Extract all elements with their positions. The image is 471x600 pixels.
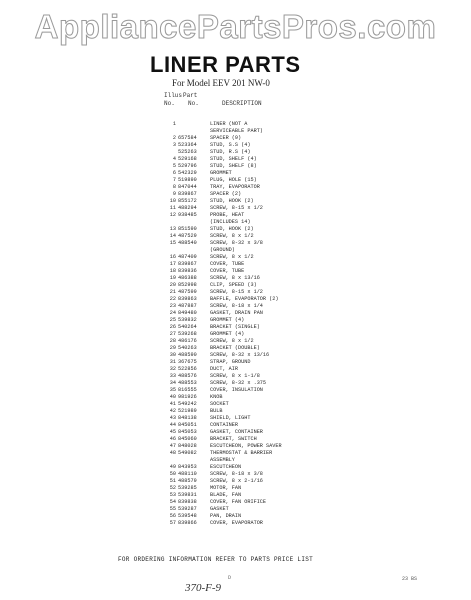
part-description: CONTAINER xyxy=(210,422,239,428)
column-header-part: Part xyxy=(183,92,198,99)
part-description: SCREW, 8-32 x 13/16 xyxy=(210,352,270,358)
illus-number: 5 xyxy=(172,163,176,169)
illus-number: 20 xyxy=(169,282,176,288)
part-number: 539287 xyxy=(178,506,197,512)
illus-number: 44 xyxy=(169,422,176,428)
illus-number: 22 xyxy=(169,296,176,302)
parts-row xyxy=(162,450,360,457)
part-description: STUD, SHELF (4) xyxy=(210,156,257,162)
illus-number: 3 xyxy=(172,142,176,148)
part-number: 848028 xyxy=(178,443,197,449)
part-number: 525263 xyxy=(178,149,197,155)
parts-row xyxy=(162,485,360,492)
parts-row xyxy=(162,254,360,261)
part-number: 839838 xyxy=(178,499,197,505)
part-description: KNOB xyxy=(210,394,223,400)
parts-row xyxy=(162,380,360,387)
part-number: 839867 xyxy=(178,261,197,267)
illus-number: 19 xyxy=(169,275,176,281)
parts-row xyxy=(162,422,360,429)
illus-number: 51 xyxy=(169,478,176,484)
parts-row xyxy=(162,478,360,485)
parts-row xyxy=(162,170,360,177)
illus-number: 31 xyxy=(169,359,176,365)
illus-number: 18 xyxy=(169,268,176,274)
part-number: 848138 xyxy=(178,415,197,421)
illus-number: 33 xyxy=(169,373,176,379)
part-number: 540264 xyxy=(178,324,197,330)
illus-number: 41 xyxy=(169,401,176,407)
part-description: GASKET, CONTAINER xyxy=(210,429,263,435)
illus-number: 11 xyxy=(169,205,176,211)
illus-number: 55 xyxy=(169,506,176,512)
part-number: 938485 xyxy=(178,212,197,218)
part-number: 839863 xyxy=(178,296,197,302)
column-header-description: DESCRIPTION xyxy=(222,100,262,107)
part-description: MOTOR, FAN xyxy=(210,485,242,491)
parts-list xyxy=(162,121,360,527)
page-number-mark: 370-F-9 xyxy=(185,582,222,594)
parts-row xyxy=(162,366,360,373)
parts-row xyxy=(162,212,360,219)
illus-number: 48 xyxy=(169,450,176,456)
parts-row xyxy=(162,226,360,233)
illus-number: 53 xyxy=(169,492,176,498)
part-description: SERVICEABLE PART) xyxy=(210,128,263,134)
tiny-mark: D xyxy=(228,575,232,581)
part-number: 657584 xyxy=(178,135,197,141)
parts-row xyxy=(162,142,360,149)
illus-number: 57 xyxy=(169,520,176,526)
part-description: SCREW, 8-18 x 3/8 xyxy=(210,471,263,477)
illus-number: 46 xyxy=(169,436,176,442)
part-number: 488540 xyxy=(178,240,197,246)
part-number: 539832 xyxy=(178,317,197,323)
parts-row xyxy=(162,387,360,394)
parts-row xyxy=(162,219,360,226)
illus-number: 26 xyxy=(169,324,176,330)
illus-number: 29 xyxy=(169,345,176,351)
part-number: 539285 xyxy=(178,485,197,491)
part-number: 488110 xyxy=(178,471,197,477)
parts-row xyxy=(162,338,360,345)
illus-number: 32 xyxy=(169,366,176,372)
part-description: STUD, HOOK (2) xyxy=(210,198,254,204)
parts-row xyxy=(162,177,360,184)
parts-row xyxy=(162,492,360,499)
part-description: COVER, INSULATION xyxy=(210,387,263,393)
part-description: STUD, HOOK (2) xyxy=(210,226,254,232)
illus-number: 47 xyxy=(169,443,176,449)
part-description: SPACER (9) xyxy=(210,135,242,141)
part-number: 839836 xyxy=(178,268,197,274)
illus-number: 54 xyxy=(169,499,176,505)
part-number: 542329 xyxy=(178,170,197,176)
part-number: 845053 xyxy=(178,429,197,435)
parts-row xyxy=(162,429,360,436)
parts-row xyxy=(162,443,360,450)
part-number: 845060 xyxy=(178,436,197,442)
part-description: THERMOSTAT & BARRIER xyxy=(210,450,273,456)
part-description: STUD, R.S (4) xyxy=(210,149,251,155)
illus-number: 42 xyxy=(169,408,176,414)
part-description: SCREW, 8 x 2-1/16 xyxy=(210,478,263,484)
part-description: BRACKET, SWITCH xyxy=(210,436,257,442)
part-number: 488576 xyxy=(178,373,197,379)
part-number: 847044 xyxy=(178,184,197,190)
illus-number: 21 xyxy=(169,289,176,295)
illus-number: 14 xyxy=(169,233,176,239)
part-description: PROBE, HEAT xyxy=(210,212,245,218)
ordering-note: FOR ORDERING INFORMATION REFER TO PARTS PRICE LIST xyxy=(118,556,314,563)
illus-number: 12 xyxy=(169,212,176,218)
part-number: 851590 xyxy=(178,226,197,232)
part-description: PAN, DRAIN xyxy=(210,513,242,519)
illus-number xyxy=(162,247,178,254)
part-description: ESCUTCHEON, POWER SAVER xyxy=(210,443,282,449)
parts-row xyxy=(162,317,360,324)
parts-row xyxy=(162,520,360,527)
illus-number xyxy=(162,219,178,226)
parts-row xyxy=(162,506,360,513)
illus-number: 28 xyxy=(169,338,176,344)
parts-row xyxy=(162,191,360,198)
illus-number: 9 xyxy=(172,191,176,197)
part-number: 523364 xyxy=(178,142,197,148)
part-description: STUD, SHELF (8) xyxy=(210,163,257,169)
illus-number: 43 xyxy=(169,415,176,421)
part-number: 519890 xyxy=(178,177,197,183)
part-description: SPACER (2) xyxy=(210,191,242,197)
parts-row xyxy=(162,394,360,401)
part-number: 488553 xyxy=(178,380,197,386)
parts-row xyxy=(162,184,360,191)
parts-row xyxy=(162,275,360,282)
illus-number: 40 xyxy=(169,394,176,400)
parts-row xyxy=(162,121,360,128)
illus-number: 16 xyxy=(169,254,176,260)
column-header-no-part: No. xyxy=(188,100,199,107)
part-description: BAFFLE, EVAPORATOR (2) xyxy=(210,296,279,302)
parts-row xyxy=(162,163,360,170)
parts-row xyxy=(162,457,360,464)
illus-number: 50 xyxy=(169,471,176,477)
parts-row xyxy=(162,198,360,205)
part-description: BULB xyxy=(210,408,223,414)
part-description: (INCLUDES 14) xyxy=(210,219,251,225)
parts-row xyxy=(162,135,360,142)
parts-row xyxy=(162,303,360,310)
illus-number: 10 xyxy=(169,198,176,204)
part-description: SCREW, 8 x 1/2 xyxy=(210,233,254,239)
part-number: 839867 xyxy=(178,191,197,197)
part-description: COVER, EVAPORATOR xyxy=(210,520,263,526)
part-number: 486388 xyxy=(178,275,197,281)
parts-row xyxy=(162,324,360,331)
part-description: SCREW, 8-18 x 1/4 xyxy=(210,303,263,309)
parts-row xyxy=(162,499,360,506)
part-number: 521989 xyxy=(178,408,197,414)
parts-row xyxy=(162,240,360,247)
part-number: 539831 xyxy=(178,492,197,498)
illus-number: 52 xyxy=(169,485,176,491)
illus-number xyxy=(162,128,178,135)
part-description: SCREW, 8-15 x 1/2 xyxy=(210,289,263,295)
parts-row xyxy=(162,359,360,366)
illus-number xyxy=(162,457,178,464)
part-number: 981926 xyxy=(178,394,197,400)
part-number: 849480 xyxy=(178,310,197,316)
illus-number: 27 xyxy=(169,331,176,337)
watermark-text: AppliancePartsPros.com xyxy=(34,8,437,45)
illus-number: 34 xyxy=(169,380,176,386)
column-header-no-illus: No. xyxy=(164,100,175,107)
part-number: 852998 xyxy=(178,282,197,288)
parts-row xyxy=(162,352,360,359)
part-description: SCREW, 8-32 x 3/8 xyxy=(210,240,263,246)
part-description: ASSEMBLY xyxy=(210,457,235,463)
part-number: 486176 xyxy=(178,338,197,344)
illus-number: 7 xyxy=(172,177,176,183)
part-number: 816555 xyxy=(178,387,197,393)
illus-number: 4 xyxy=(172,156,176,162)
illus-number: 56 xyxy=(169,513,176,519)
part-number: 539548 xyxy=(178,513,197,519)
part-description: GASKET xyxy=(210,506,229,512)
parts-row xyxy=(162,205,360,212)
parts-row xyxy=(162,296,360,303)
part-description: LINER (NOT A xyxy=(210,121,248,127)
part-number xyxy=(178,219,210,226)
illus-number: 17 xyxy=(169,261,176,267)
part-number: 522856 xyxy=(178,366,197,372)
part-number: 487887 xyxy=(178,303,197,309)
part-description: COVER, FAN ORIFICE xyxy=(210,499,267,505)
illus-number xyxy=(162,149,178,156)
part-number: 367675 xyxy=(178,359,197,365)
part-description: SCREW, 8-15 x 1/2 xyxy=(210,205,263,211)
part-number: 845051 xyxy=(178,422,197,428)
part-number xyxy=(178,457,210,464)
part-description: (GROUND) xyxy=(210,247,235,253)
illus-number: 1 xyxy=(172,121,176,127)
part-number xyxy=(178,121,210,128)
part-description: COVER, TUBE xyxy=(210,268,245,274)
part-description: GROMMET (4) xyxy=(210,331,245,337)
parts-row xyxy=(162,436,360,443)
illus-number: 23 xyxy=(169,303,176,309)
part-number: 488579 xyxy=(178,478,197,484)
parts-row xyxy=(162,128,360,135)
part-number: 540263 xyxy=(178,345,197,351)
part-description: SCREW, 8 x 13/16 xyxy=(210,275,260,281)
part-description: SCREW, 8 x 1-1/8 xyxy=(210,373,260,379)
part-description: GASKET, DRAIN PAN xyxy=(210,310,263,316)
part-description: SCREW, 8 x 1/2 xyxy=(210,254,254,260)
parts-row xyxy=(162,156,360,163)
part-description: PLUG, HOLE (15) xyxy=(210,177,257,183)
parts-row xyxy=(162,310,360,317)
parts-row xyxy=(162,373,360,380)
part-number: 855172 xyxy=(178,198,197,204)
part-description: BLADE, FAN xyxy=(210,492,242,498)
illus-number: 6 xyxy=(172,170,176,176)
part-number: 487529 xyxy=(178,233,197,239)
parts-row xyxy=(162,149,360,156)
parts-row xyxy=(162,331,360,338)
parts-row xyxy=(162,401,360,408)
part-number: 549242 xyxy=(178,401,197,407)
parts-row xyxy=(162,233,360,240)
corner-mark: 23 BS xyxy=(402,576,418,582)
part-number: 487599 xyxy=(178,289,197,295)
part-description: SCREW, 8 x 1/2 xyxy=(210,338,254,344)
part-description: BRACKET (DOUBLE) xyxy=(210,345,260,351)
parts-row xyxy=(162,289,360,296)
part-number: 839866 xyxy=(178,520,197,526)
parts-row xyxy=(162,513,360,520)
part-description: BRACKET (SINGLE) xyxy=(210,324,260,330)
parts-row xyxy=(162,415,360,422)
parts-row xyxy=(162,345,360,352)
illus-number: 13 xyxy=(169,226,176,232)
parts-row xyxy=(162,471,360,478)
parts-row xyxy=(162,261,360,268)
part-description: STUD, S.S (4) xyxy=(210,142,251,148)
page-title: LINER PARTS xyxy=(150,52,301,77)
column-header-illus: Illus xyxy=(164,92,183,99)
part-number: 529796 xyxy=(178,163,197,169)
part-description: SCREW, 8-32 x .375 xyxy=(210,380,267,386)
model-subtitle: For Model EEV 201 NW-0 xyxy=(172,78,270,88)
illus-number: 49 xyxy=(169,464,176,470)
illus-number: 15 xyxy=(169,240,176,246)
parts-row xyxy=(162,408,360,415)
illus-number: 24 xyxy=(169,310,176,316)
illus-number: 35 xyxy=(169,387,176,393)
parts-row xyxy=(162,268,360,275)
parts-row xyxy=(162,247,360,254)
part-number: 529168 xyxy=(178,156,197,162)
part-description: GROMMET xyxy=(210,170,232,176)
parts-row xyxy=(162,282,360,289)
part-number: 539268 xyxy=(178,331,197,337)
illus-number: 25 xyxy=(169,317,176,323)
part-description: TRAY, EVAPORATOR xyxy=(210,184,260,190)
part-description: STRAP, GROUND xyxy=(210,359,251,365)
part-description: ESCUTCHEON xyxy=(210,464,242,470)
part-number: 488590 xyxy=(178,352,197,358)
illus-number: 2 xyxy=(172,135,176,141)
part-description: COVER, TUBE xyxy=(210,261,245,267)
part-description: SOCKET xyxy=(210,401,229,407)
part-number xyxy=(178,247,210,254)
part-description: GROMMET (4) xyxy=(210,317,245,323)
illus-number: 8 xyxy=(172,184,176,190)
part-number: 549082 xyxy=(178,450,197,456)
parts-row xyxy=(162,464,360,471)
illus-number: 30 xyxy=(169,352,176,358)
part-number xyxy=(178,128,210,135)
part-description: SHIELD, LIGHT xyxy=(210,415,251,421)
part-number: 843953 xyxy=(178,464,197,470)
part-number: 488294 xyxy=(178,205,197,211)
part-description: CLIP, SPEED (3) xyxy=(210,282,257,288)
part-number: 487409 xyxy=(178,254,197,260)
part-description: DUCT, AIR xyxy=(210,366,239,372)
illus-number: 45 xyxy=(169,429,176,435)
